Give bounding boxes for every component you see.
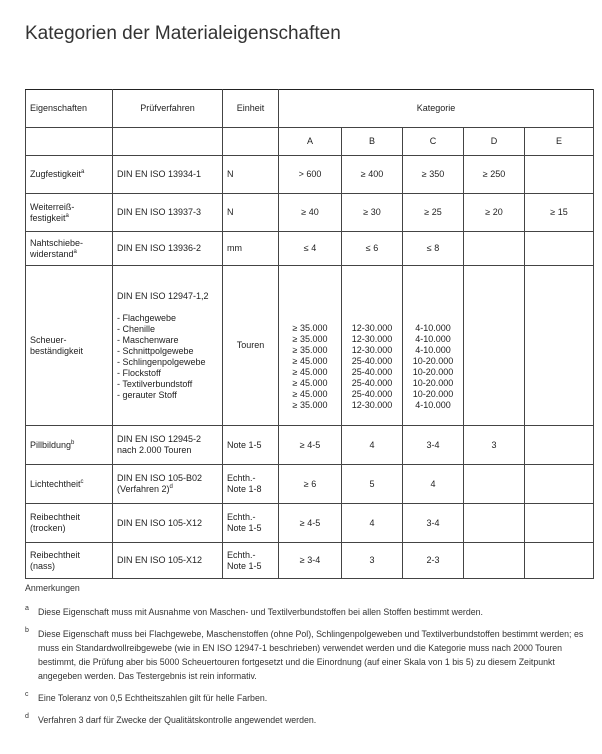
value-b: 12-30.000 12-30.000 12-30.000 25-40.000 25-40.000 25-40.000 25-40.000 12-30.000 [342, 266, 403, 426]
method-cell: DIN EN ISO 12947-1,2 - Flachgewebe - Chenille - Maschenware - Schnittpolgewebe - Schlingenpolgewebe - Flockstoff - Textilverbundstoff - gerauter Stoff [113, 266, 223, 426]
note-text: Eine Toleranz von 0,5 Echtheitszahlen gilt für helle Farben. [38, 693, 268, 703]
empty-cell [525, 266, 594, 426]
note-marker: a [25, 605, 29, 612]
header-category-a: A [279, 128, 342, 156]
header-category-e: E [525, 128, 594, 156]
note-text: Verfahren 3 darf für Zwecke der Qualitätskontrolle angewendet werden. [38, 715, 317, 725]
value-b: ≥ 400 [342, 156, 403, 194]
header-einheit: Einheit [223, 90, 279, 128]
property-cell: Nahtschiebe- widerstand$^a$ [26, 232, 113, 266]
header-pruefverfahren: Prüfverfahren [113, 90, 223, 128]
value-e [525, 232, 594, 266]
value-a: ≥ 4-5 [279, 504, 342, 543]
empty-cell [223, 128, 279, 156]
header-category-b: B [342, 128, 403, 156]
table-row [26, 232, 594, 266]
header-eigenschaften: Eigenschaften [26, 90, 113, 128]
value-b: 4 [342, 426, 403, 465]
unit-cell: Echth.- Note 1-5 [223, 504, 279, 543]
value-d: 3 [464, 426, 525, 465]
value-c: 3-4 [403, 426, 464, 465]
value-d: ≥ 20 [464, 194, 525, 232]
value-d [464, 232, 525, 266]
value-a: ≥ 35.000 ≥ 35.000 ≥ 35.000 ≥ 45.000 ≥ 45.000 ≥ 45.000 ≥ 45.000 ≥ 35.000 [279, 266, 342, 426]
value-d [464, 465, 525, 504]
value-c: ≤ 8 [403, 232, 464, 266]
table-row [26, 465, 594, 504]
value-e [525, 156, 594, 194]
empty-cell [113, 128, 223, 156]
table-row [26, 266, 594, 426]
empty-cell [26, 128, 113, 156]
value-b: ≥ 30 [342, 194, 403, 232]
value-e [525, 543, 594, 579]
table-row [26, 504, 594, 543]
value-c: 3-4 [403, 504, 464, 543]
value-a: ≥ 6 [279, 465, 342, 504]
method-cell: DIN EN ISO 105-X12 [113, 543, 223, 579]
property-cell: Reibechtheit (nass) [26, 543, 113, 579]
property-cell: Pillbildung$^b$ [26, 426, 113, 465]
value-c: ≥ 350 [403, 156, 464, 194]
table-row [26, 426, 594, 465]
table-row [26, 543, 594, 579]
value-b: 3 [342, 543, 403, 579]
value-d [464, 543, 525, 579]
value-e [525, 426, 594, 465]
value-c: 4-10.000 4-10.000 4-10.000 10-20.000 10-20.000 10-20.000 10-20.000 4-10.000 [403, 266, 464, 426]
unit-cell: Note 1-5 [223, 426, 279, 465]
note-marker: d [25, 713, 29, 720]
header-category-c: C [403, 128, 464, 156]
notes-heading: Anmerkungen [25, 583, 80, 593]
header-kategorie: Kategorie [279, 90, 594, 128]
value-d [464, 504, 525, 543]
value-e [525, 504, 594, 543]
method-cell: DIN EN ISO 13937-3 [113, 194, 223, 232]
value-a: > 600 [279, 156, 342, 194]
note-text: Diese Eigenschaft muss mit Ausnahme von Maschen- und Textilverbundstoffen bei allen Stoffen bestimmt werden. [38, 607, 483, 617]
property-cell: Zugfestigkeit$^a$ [26, 156, 113, 194]
page-title: Kategorien der Materialeigenschaften [25, 22, 341, 44]
property-cell: Weiterreiß- festigkeit$^a$ [26, 194, 113, 232]
table-row [26, 194, 594, 232]
value-d: ≥ 250 [464, 156, 525, 194]
value-a: ≤ 4 [279, 232, 342, 266]
unit-cell: Echth.- Note 1-5 [223, 543, 279, 579]
method-cell: DIN EN ISO 105-X12 [113, 504, 223, 543]
property-cell: Lichtechtheit$^c$ [26, 465, 113, 504]
note-marker: b [25, 627, 29, 634]
table-row [26, 156, 594, 194]
unit-cell: N [223, 194, 279, 232]
value-a: ≥ 40 [279, 194, 342, 232]
material-properties-table [25, 89, 594, 579]
note-item [25, 713, 585, 727]
value-e [525, 465, 594, 504]
value-c: 2-3 [403, 543, 464, 579]
empty-cell [464, 266, 525, 426]
value-b: ≤ 6 [342, 232, 403, 266]
unit-cell: mm [223, 232, 279, 266]
notes-section [25, 581, 585, 735]
value-a: ≥ 4-5 [279, 426, 342, 465]
unit-cell: Echth.- Note 1-8 [223, 465, 279, 504]
note-item [25, 627, 585, 683]
header-category-d: D [464, 128, 525, 156]
property-cell: Scheuer- beständigkeit [26, 266, 113, 426]
method-cell: DIN EN ISO 13934-1 [113, 156, 223, 194]
value-c: ≥ 25 [403, 194, 464, 232]
unit-cell: N [223, 156, 279, 194]
value-e: ≥ 15 [525, 194, 594, 232]
value-c: 4 [403, 465, 464, 504]
method-cell: DIN EN ISO 13936-2 [113, 232, 223, 266]
value-b: 5 [342, 465, 403, 504]
method-cell: DIN EN ISO 105-B02 (Verfahren 2)$^d$ [113, 465, 223, 504]
value-a: ≥ 3-4 [279, 543, 342, 579]
property-cell: Reibechtheit (trocken) [26, 504, 113, 543]
note-item [25, 605, 585, 619]
method-cell: DIN EN ISO 12945-2 nach 2.000 Touren [113, 426, 223, 465]
note-item [25, 691, 585, 705]
unit-cell: Touren [223, 266, 279, 426]
value-b: 4 [342, 504, 403, 543]
note-marker: c [25, 691, 29, 698]
note-text: Diese Eigenschaft muss bei Flachgewebe, Maschenstoffen (ohne Pol), Schlingenpolgeweben und Textilverbundstoffen bestimmt werden; es muss ein Standardwollreibgewebe (wie in EN ISO 12947-1 beschrieben) verwendet werden und die Kategorie muss nach 2000 Touren bestimmt, die Prüfung aber bis 5000 Scheuertouren fortgesetzt und die Einordnung (auf einer Skala von 1 bis 5) zu diesem Zeitpunkt angegeben werden. Das Testergebnis ist rein informativ. [38, 629, 584, 681]
fabric-list: - Flachgewebe - Chenille - Maschenware - Schnittpolgewebe - Schlingenpolgewebe - Flockstoff - Textilverbundstoff - gerauter Stoff [117, 312, 206, 400]
